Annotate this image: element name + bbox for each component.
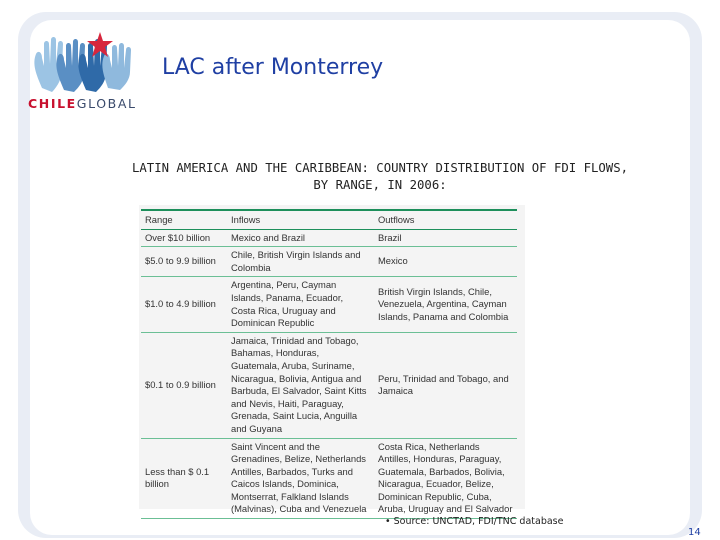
table-row — [141, 247, 517, 277]
cell-outflows: Peru, Trinidad and Tobago, and Jamaica — [378, 372, 509, 397]
table-heading — [100, 160, 660, 194]
cell-outflows: British Virgin Islands, Chile, Venezuela, Argentina, Cayman Islands, Panama and Colombia — [378, 285, 509, 322]
cell-range: Less than $ 0.1 billion — [145, 465, 210, 490]
hands-star-icon — [28, 30, 146, 94]
header-outflows: Outflows — [378, 214, 415, 225]
table-row — [141, 277, 517, 332]
fdi-table — [141, 209, 517, 519]
cell-inflows: Saint Vincent and the Grenadines, Belize, Netherlands Antilles, Barbados, Turks and Caicos Islands, Dominica, Montserrat, Falkland Islands (Malvinas), Cuba and Venezuela — [231, 440, 367, 515]
header-inflows: Inflows — [231, 214, 261, 225]
cell-range: Over $10 billion — [145, 231, 211, 243]
heading-line-2: BY RANGE, IN 2006: — [313, 178, 447, 192]
cell-inflows: Jamaica, Trinidad and Tobago, Bahamas, Honduras, Guatemala, Aruba, Suriname, Nicaragua, Bolivia, Antigua and Barbuda, El Salvador, Saint Kitts and Nevis, Haiti, Paraguay, Grenada, Saint Lucia, Anguilla and Guyana — [231, 334, 367, 434]
chileglobal-logo — [28, 30, 146, 114]
cell-inflows: Mexico and Brazil — [231, 231, 305, 243]
logo-text-global: GLOBAL — [76, 96, 137, 111]
source-note: • Source: UNCTAD, FDI/TNC database — [385, 516, 564, 527]
cell-inflows: Argentina, Peru, Cayman Islands, Panama, Ecuador, Costa Rica, Uruguay and Dominican Republic — [231, 279, 344, 329]
table-row — [141, 333, 517, 439]
cell-range: $1.0 to 4.9 billion — [145, 298, 216, 310]
table-row — [141, 439, 517, 520]
header-range: Range — [145, 214, 173, 225]
cell-range: $5.0 to 9.9 billion — [145, 255, 216, 267]
cell-outflows: Brazil — [378, 231, 402, 243]
page-number: 14 — [688, 527, 701, 538]
cell-outflows: Mexico — [378, 255, 408, 267]
heading-line-1: LATIN AMERICA AND THE CARIBBEAN: COUNTRY DISTRIBUTION OF FDI FLOWS, — [131, 161, 629, 175]
logo-wordmark — [28, 96, 137, 111]
table-row — [141, 230, 517, 248]
cell-range: $0.1 to 0.9 billion — [145, 378, 216, 390]
table-header-row — [141, 209, 517, 230]
fdi-table-image — [139, 205, 525, 515]
logo-text-chile: CHILE — [28, 96, 77, 111]
slide-title: LAC after Monterrey — [162, 55, 384, 80]
cell-outflows: Costa Rica, Netherlands Antilles, Honduras, Paraguay, Guatemala, Barbados, Bolivia, Nicaragua, Ecuador, Belize, Dominican Republic, Cuba, Aruba, Uruguay and El Salvador — [378, 440, 513, 515]
cell-inflows: Chile, British Virgin Islands and Colombia — [231, 249, 361, 273]
